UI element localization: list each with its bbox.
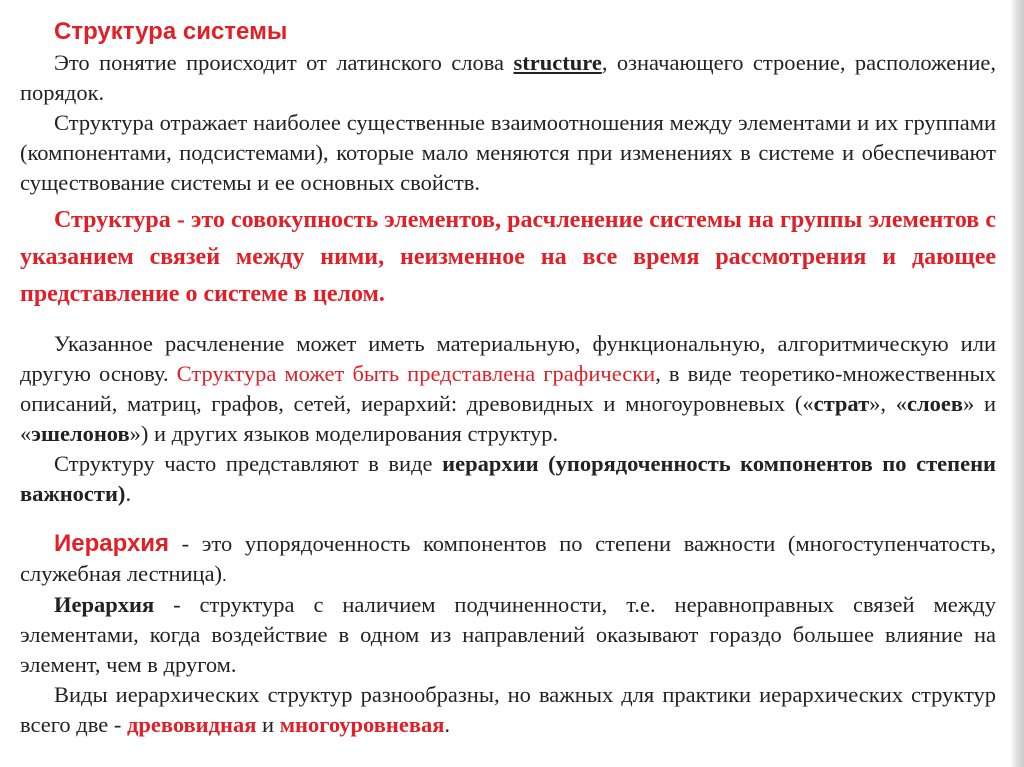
slide-content xyxy=(20,16,996,740)
conjunction-and: и xyxy=(256,712,280,737)
term-structure: structure xyxy=(513,50,602,75)
hierarchy-intro-after: . xyxy=(125,481,132,506)
hierarchy-intro-before: Структуру часто представляют в виде xyxy=(54,451,443,476)
hierarchy-types-end: . xyxy=(444,712,451,737)
decomposition-text-before: Указанное расчленение может иметь материальную, функциональную, алгоритмическую или другую основу. xyxy=(20,331,996,386)
term-hierarchy-heading: Иерархия xyxy=(54,530,170,557)
origin-text-before: Это понятие происходит от латинского слова xyxy=(54,50,514,75)
term-multilevel-structure: многоуровневая xyxy=(279,712,445,737)
paragraph-decomposition xyxy=(20,329,996,449)
hierarchy-definition-text: - это упорядоченность компонентов по степени важности (многоступенчатость, служебная лестница) xyxy=(20,531,996,586)
paragraph-origin xyxy=(20,48,996,108)
term-tree-structure: древовидная xyxy=(126,712,257,737)
paragraph-structure-role: Структура отражает наиболее существенные взаимоотношения между элементами и их группами (компонентами, подсистемами), которые мало меняются при изменениях в системе и обеспечивают существование системы и ее основных свойств. xyxy=(20,110,996,195)
term-echelons: эшелонов xyxy=(31,421,130,446)
origin-text-after: , означающего строение, расположение, порядок. xyxy=(20,50,996,105)
hierarchy-intro-bold: иерархии (упорядоченность компонентов по степени важности) xyxy=(20,451,997,506)
paragraph-hierarchy-subordination xyxy=(20,590,996,680)
slide-title: Структура системы xyxy=(54,18,288,45)
structure-definition: Структура - это совокупность элементов, расчленение системы на группы элементов с указанием связей между ними, неизменное на все время рассмотрения и дающее представление о системе в целом. xyxy=(20,207,996,307)
paragraph-hierarchy-definition xyxy=(20,529,996,590)
term-hierarchy: Иерархия xyxy=(54,592,155,617)
paragraph-hierarchy-intro xyxy=(20,449,996,509)
hierarchy-definition-end: . xyxy=(222,565,227,585)
decomposition-text-mid: , в виде теоретико-множественных описаний, матриц, графов, сетей, иерархий: древовидных и многоуровневых (« xyxy=(20,361,996,416)
hierarchy-subordination-text: - структура с наличием подчиненности, т.е. неравноправных связей между элементами, когда воздействие в одном из направлений оказывают гораздо большее влияние на элемент, чем в другом. xyxy=(20,592,996,677)
paragraph-hierarchy-types xyxy=(20,680,996,740)
slide-edge-shadow xyxy=(1010,0,1024,767)
hierarchy-types-text: Виды иерархических структур разнообразны, но важных для практики иерархических структур всего две - xyxy=(20,682,996,737)
quote-separator: », « xyxy=(869,391,907,416)
term-strata: страт xyxy=(813,391,870,416)
decomposition-text-after: ») и других языков моделирования структур. xyxy=(129,421,559,446)
quote-separator: » и « xyxy=(20,391,996,446)
term-layers: слоев xyxy=(907,391,963,416)
graphic-representation-highlight: Структура может быть представлена графически xyxy=(176,361,656,386)
